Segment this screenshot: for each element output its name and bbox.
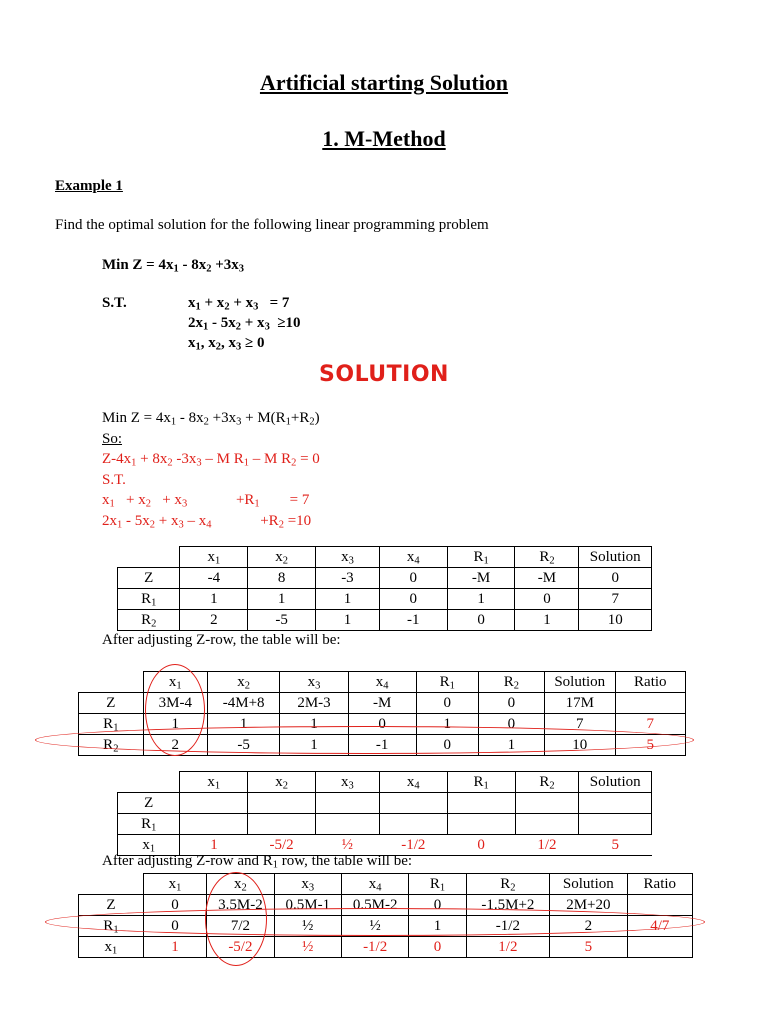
table-cell: 1 [248, 589, 316, 610]
table-cell: 0 [409, 895, 466, 916]
table-row [79, 693, 686, 714]
table-cell: -5 [207, 735, 279, 756]
table-row [118, 568, 652, 589]
constraint-3: $x_1$, $x_2$, $x_3 \ge 0$ [188, 335, 265, 353]
table-cell: 2M-3 [280, 693, 348, 714]
table-cell: 0 [416, 693, 478, 714]
table-cell: 0 [143, 916, 206, 937]
table-cell: 0 [379, 568, 447, 589]
column-header: $x_4$ [341, 874, 408, 895]
table-row [118, 589, 652, 610]
table-cell: -M [348, 693, 416, 714]
table-cell: -4 [180, 568, 248, 589]
table-cell: 3M-4 [143, 693, 207, 714]
constraint-1: $x_1 + x_2 + x_3 = 7$ [188, 295, 290, 313]
column-header: $x_1$ [180, 547, 248, 568]
row-label: $R_1$ [118, 814, 180, 835]
table-cell: 5 [579, 835, 652, 856]
table-cell: 1 [143, 937, 206, 958]
column-header: Ratio [615, 672, 685, 693]
table-cell: -4M+8 [207, 693, 279, 714]
problem-statement: Find the optimal solution for the following linear programming problem [55, 217, 489, 233]
table-cell: 5 [550, 937, 627, 958]
table-cell [248, 814, 316, 835]
column-header: $R_2$ [515, 547, 579, 568]
solution-heading: SOLUTION [319, 362, 449, 387]
table-cell: 0 [447, 835, 515, 856]
table-cell: 1 [280, 735, 348, 756]
table-cell: 0 [579, 568, 652, 589]
table-cell: 1 [143, 714, 207, 735]
table-cell: 2M+20 [550, 895, 627, 916]
table-cell: 5 [615, 735, 685, 756]
row-label: $R_2$ [118, 610, 180, 631]
constraint-2: $2x_1 - 5x_2 + x_3 \ge 10$ [188, 315, 301, 333]
table-cell: 0 [409, 937, 466, 958]
table-cell: 0 [478, 693, 544, 714]
column-header: Ratio [627, 874, 692, 895]
column-header: Solution [544, 672, 615, 693]
table-cell: 8 [248, 568, 316, 589]
table-cell: 1 [478, 735, 544, 756]
table-cell [379, 814, 447, 835]
solution-line: Min $Z = 4x_1 - 8x_2 +3x_3 + M(R_1+R_2)$ [102, 410, 320, 428]
table-cell [515, 814, 579, 835]
table-cell: 2 [550, 916, 627, 937]
table-cell: 0 [348, 714, 416, 735]
table-cell: 0 [478, 714, 544, 735]
table-row [118, 610, 652, 631]
column-header: $R_1$ [409, 874, 466, 895]
table-cell: 1 [409, 916, 466, 937]
table-cell: 7/2 [207, 916, 274, 937]
column-header: $x_2$ [207, 874, 274, 895]
table-header-row [79, 672, 686, 693]
table-cell [447, 793, 515, 814]
after-adjust-z-text: After adjusting Z-row, the table will be: [102, 632, 341, 648]
table-cell: 0 [515, 589, 579, 610]
table-cell: -1 [379, 610, 447, 631]
table-cell: -1 [348, 735, 416, 756]
table-cell: -3 [316, 568, 380, 589]
column-header: $x_3$ [316, 547, 380, 568]
solution-line: $Z-4x_1 + 8x_2$ $-3x_3$ – M $R_1$ – M $R_2 = 0$ [102, 451, 320, 469]
column-header: $x_4$ [379, 547, 447, 568]
column-header: $x_1$ [143, 874, 206, 895]
table-row [118, 814, 652, 835]
row-label: $R_1$ [118, 589, 180, 610]
table-cell: 4/7 [627, 916, 692, 937]
table-cell [627, 895, 692, 916]
table-cell: 0 [143, 895, 206, 916]
column-header: $R_1$ [447, 772, 515, 793]
section-title: 1. M-Method [322, 126, 446, 151]
table-cell: 0 [416, 735, 478, 756]
column-header: $x_2$ [248, 547, 316, 568]
simplex-table-adjusted [78, 671, 686, 756]
table-cell: -M [515, 568, 579, 589]
table-cell [627, 937, 692, 958]
column-header: $x_1$ [180, 772, 248, 793]
column-header: $R_1$ [447, 547, 515, 568]
table-cell: ½ [316, 835, 380, 856]
row-label: Z [79, 693, 144, 714]
table-cell [615, 693, 685, 714]
table-cell: ½ [274, 937, 341, 958]
table-cell: 1/2 [515, 835, 579, 856]
column-header: $x_4$ [379, 772, 447, 793]
table-cell: 0 [447, 610, 515, 631]
row-label: $R_1$ [79, 916, 144, 937]
table-cell [316, 814, 380, 835]
table-row [79, 916, 693, 937]
table-cell: ½ [274, 916, 341, 937]
table-cell [316, 793, 380, 814]
column-header [79, 874, 144, 895]
table-header-row [118, 772, 652, 793]
table-cell: 0.5M-2 [341, 895, 408, 916]
table-cell: 1 [207, 714, 279, 735]
solution-line: $x_1 + x_2 + x_3$ $+R_1$ = 7 [102, 492, 310, 510]
table-cell: 0.5M-1 [274, 895, 341, 916]
row-label: $x_1$ [118, 835, 180, 856]
column-header: $x_4$ [348, 672, 416, 693]
column-header: $R_1$ [416, 672, 478, 693]
table-cell [579, 814, 652, 835]
table-cell: -1.5M+2 [466, 895, 549, 916]
table-cell: 7 [615, 714, 685, 735]
objective-function: Min $Z = 4x_1 - 8x_2 +3x_3$ [102, 257, 245, 275]
column-header: $x_3$ [280, 672, 348, 693]
after-adjust-z-r1-text: After adjusting Z-row and $R_1$ row, the table will be: [102, 853, 413, 871]
page-title: Artificial starting Solution [259, 70, 509, 95]
table-cell: -1/2 [341, 937, 408, 958]
solution-line: S.T. [102, 471, 126, 488]
column-header: $x_2$ [248, 772, 316, 793]
column-header: $x_1$ [143, 672, 207, 693]
column-header: Solution [579, 547, 652, 568]
column-header: $x_3$ [316, 772, 380, 793]
table-cell: 2 [143, 735, 207, 756]
table-cell [379, 793, 447, 814]
column-header: Solution [550, 874, 627, 895]
table-cell [180, 814, 248, 835]
table-cell: 1 [416, 714, 478, 735]
example-label: Example 1 [55, 178, 123, 194]
row-label: $R_2$ [79, 735, 144, 756]
column-header [118, 547, 180, 568]
table-header-row [79, 874, 693, 895]
row-label: Z [118, 793, 180, 814]
column-header: $R_2$ [466, 874, 549, 895]
table-header-row [118, 547, 652, 568]
row-label: Z [79, 895, 144, 916]
row-label: Z [118, 568, 180, 589]
table-row [79, 895, 693, 916]
simplex-table-iteration-1 [117, 771, 652, 856]
table-row [79, 735, 686, 756]
table-row [79, 714, 686, 735]
table-cell: 1 [447, 589, 515, 610]
table-row [79, 937, 693, 958]
column-header: $R_2$ [515, 772, 579, 793]
row-label: $R_1$ [79, 714, 144, 735]
row-label: $x_1$ [79, 937, 144, 958]
column-header: $x_2$ [207, 672, 279, 693]
simplex-table-initial [117, 546, 652, 631]
table-cell: 10 [544, 735, 615, 756]
table-cell [447, 814, 515, 835]
table-cell [248, 793, 316, 814]
table-cell: -5/2 [207, 937, 274, 958]
table-row [118, 793, 652, 814]
column-header: $R_2$ [478, 672, 544, 693]
table-cell: 1 [515, 610, 579, 631]
table-cell: 2 [180, 610, 248, 631]
solution-lines [102, 408, 320, 531]
table-cell: 17M [544, 693, 615, 714]
solution-line: $2x_1 - 5x_2 + x_3 - x_4$ $+R_2 =10$ [102, 512, 312, 531]
solution-line: So: [102, 430, 123, 447]
table-cell [515, 793, 579, 814]
table-cell: ½ [341, 916, 408, 937]
table-cell: 7 [579, 589, 652, 610]
column-header [79, 672, 144, 693]
table-cell: -5/2 [248, 835, 316, 856]
st-label: S.T. [102, 295, 127, 311]
table-cell: 1/2 [466, 937, 549, 958]
table-cell [579, 793, 652, 814]
column-header: Solution [579, 772, 652, 793]
table-cell: 1 [180, 835, 248, 856]
simplex-table-iteration-2 [78, 873, 693, 958]
table-cell: 1 [316, 610, 380, 631]
table-cell: 10 [579, 610, 652, 631]
table-cell: 1 [280, 714, 348, 735]
table-cell: -1/2 [466, 916, 549, 937]
table-cell: -1/2 [379, 835, 447, 856]
table-cell: 0 [379, 589, 447, 610]
table-cell: 1 [180, 589, 248, 610]
table-cell: 7 [544, 714, 615, 735]
column-header: $x_3$ [274, 874, 341, 895]
table-cell: -5 [248, 610, 316, 631]
table-cell: 1 [316, 589, 380, 610]
table-cell: 3.5M-2 [207, 895, 274, 916]
column-header [118, 772, 180, 793]
table-cell [180, 793, 248, 814]
table-cell: -M [447, 568, 515, 589]
